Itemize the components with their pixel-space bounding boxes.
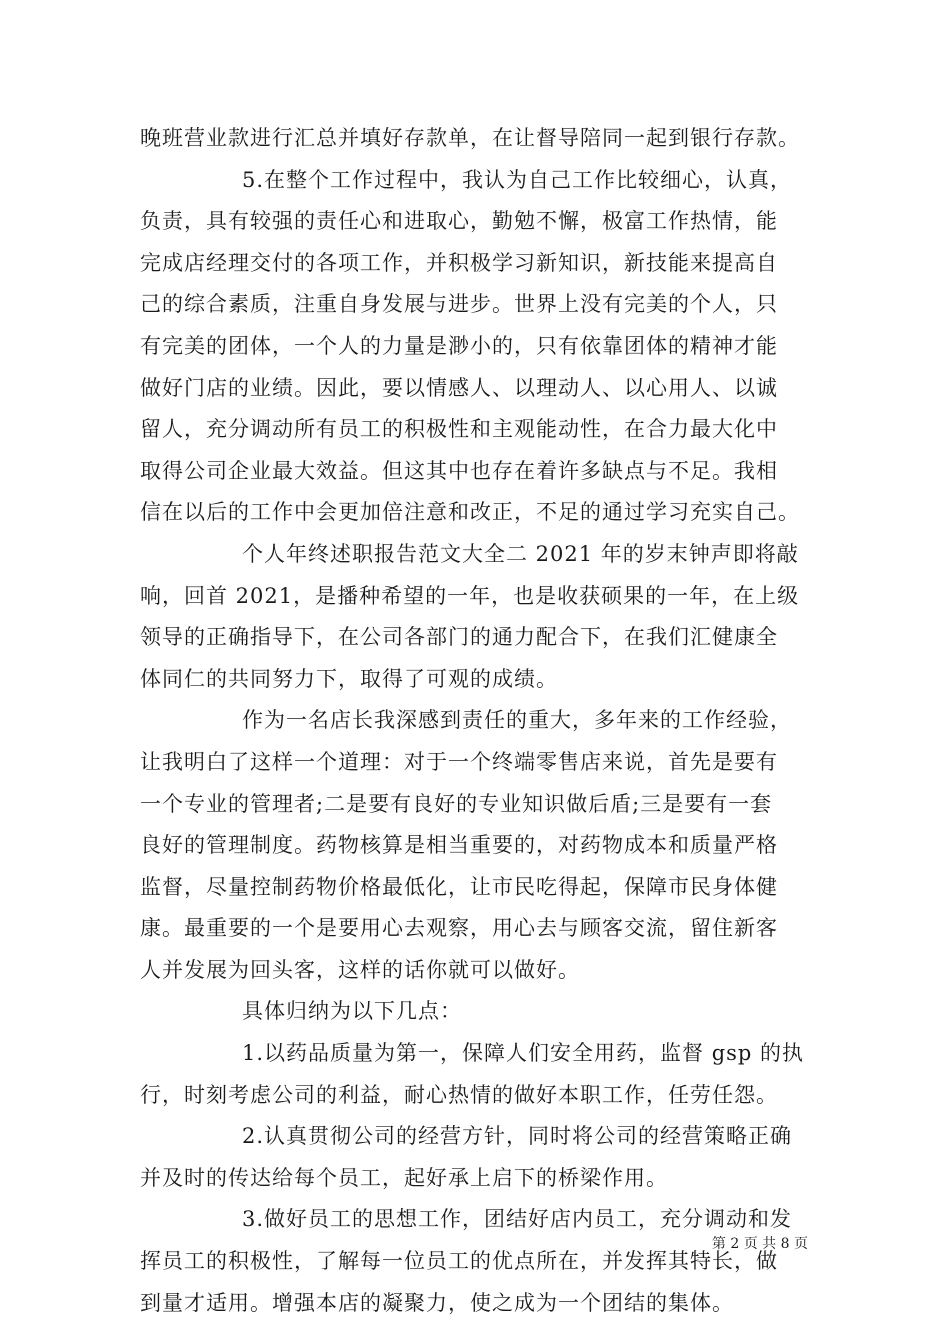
- text-line: 挥员工的积极性，了解每一位员工的优点所在，并发挥其特长，做: [140, 1249, 778, 1274]
- text-line: 让我明白了这样一个道理：对于一个终端零售店来说，首先是要有: [140, 749, 778, 774]
- text-line: 良好的管理制度。药物核算是相当重要的，对药物成本和质量严格: [140, 833, 778, 858]
- text-line: 康。最重要的一个是要用心去观察，用心去与顾客交流，留住新客: [140, 916, 778, 941]
- text-line: 取得公司企业最大效益。但这其中也存在着许多缺点与不足。我相: [140, 458, 778, 483]
- text-line: 到量才适用。增强本店的凝聚力，使之成为一个团结的集体。: [140, 1290, 734, 1315]
- text-line: 完成店经理交付的各项工作，并积极学习新知识，新技能来提高自: [140, 250, 778, 275]
- text-line: 领导的正确指导下，在公司各部门的通力配合下，在我们汇健康全: [140, 625, 778, 650]
- text-line: 晚班营业款进行汇总并填好存款单，在让督导陪同一起到银行存款。: [140, 126, 800, 150]
- text-line: 5.在整个工作过程中，我认为自己工作比较细心，认真，: [242, 167, 793, 192]
- text-line: 做好门店的业绩。因此，要以情感人、以理动人、以心用人、以诚: [140, 375, 778, 400]
- text-line: 2.认真贯彻公司的经营方针，同时将公司的经营策略正确: [242, 1124, 793, 1149]
- document-body: [140, 118, 812, 1324]
- text-line: 具体归纳为以下几点：: [242, 999, 462, 1024]
- text-line: 个人年终述职报告范文大全二 2021 年的岁末钟声即将敲: [242, 541, 799, 566]
- text-line: 一个专业的管理者;二是要有良好的专业知识做后盾;三是要有一套: [140, 791, 773, 816]
- text-line: 并及时的传达给每个员工，起好承上启下的桥梁作用。: [140, 1165, 668, 1190]
- text-line: 响，回首 2021，是播种希望的一年，也是收获硕果的一年，在上级: [140, 583, 800, 608]
- text-line: 1.以药品质量为第一，保障人们安全用药，监督 gsp 的执: [242, 1041, 805, 1066]
- text-line: 体同仁的共同努力下，取得了可观的成绩。: [140, 666, 558, 691]
- text-line: 人并发展为回头客，这样的话你就可以做好。: [140, 957, 580, 982]
- text-line: 行，时刻考虑公司的利益，耐心热情的做好本职工作，任劳任怨。: [140, 1082, 778, 1107]
- text-line: 负责，具有较强的责任心和进取心，勤勉不懈，极富工作热情，能: [140, 209, 778, 234]
- text-line: 有完美的团体，一个人的力量是渺小的，只有依靠团体的精神才能: [140, 333, 778, 358]
- text-line: 信在以后的工作中会更加倍注意和改正，不足的通过学习充实自己。: [140, 500, 800, 525]
- text-line: 3.做好员工的思想工作，团结好店内员工，充分调动和发: [242, 1207, 793, 1232]
- text-line: 己的综合素质，注重自身发展与进步。世界上没有完美的个人，只: [140, 292, 778, 317]
- text-line: 监督，尽量控制药物价格最低化，让市民吃得起，保障市民身体健: [140, 874, 778, 899]
- page-number: 第 2 页 共 8 页: [711, 1236, 808, 1252]
- text-line: 作为一名店长我深感到责任的重大，多年来的工作经验，: [242, 708, 792, 733]
- text-line: 留人，充分调动所有员工的积极性和主观能动性，在合力最大化中: [140, 417, 778, 442]
